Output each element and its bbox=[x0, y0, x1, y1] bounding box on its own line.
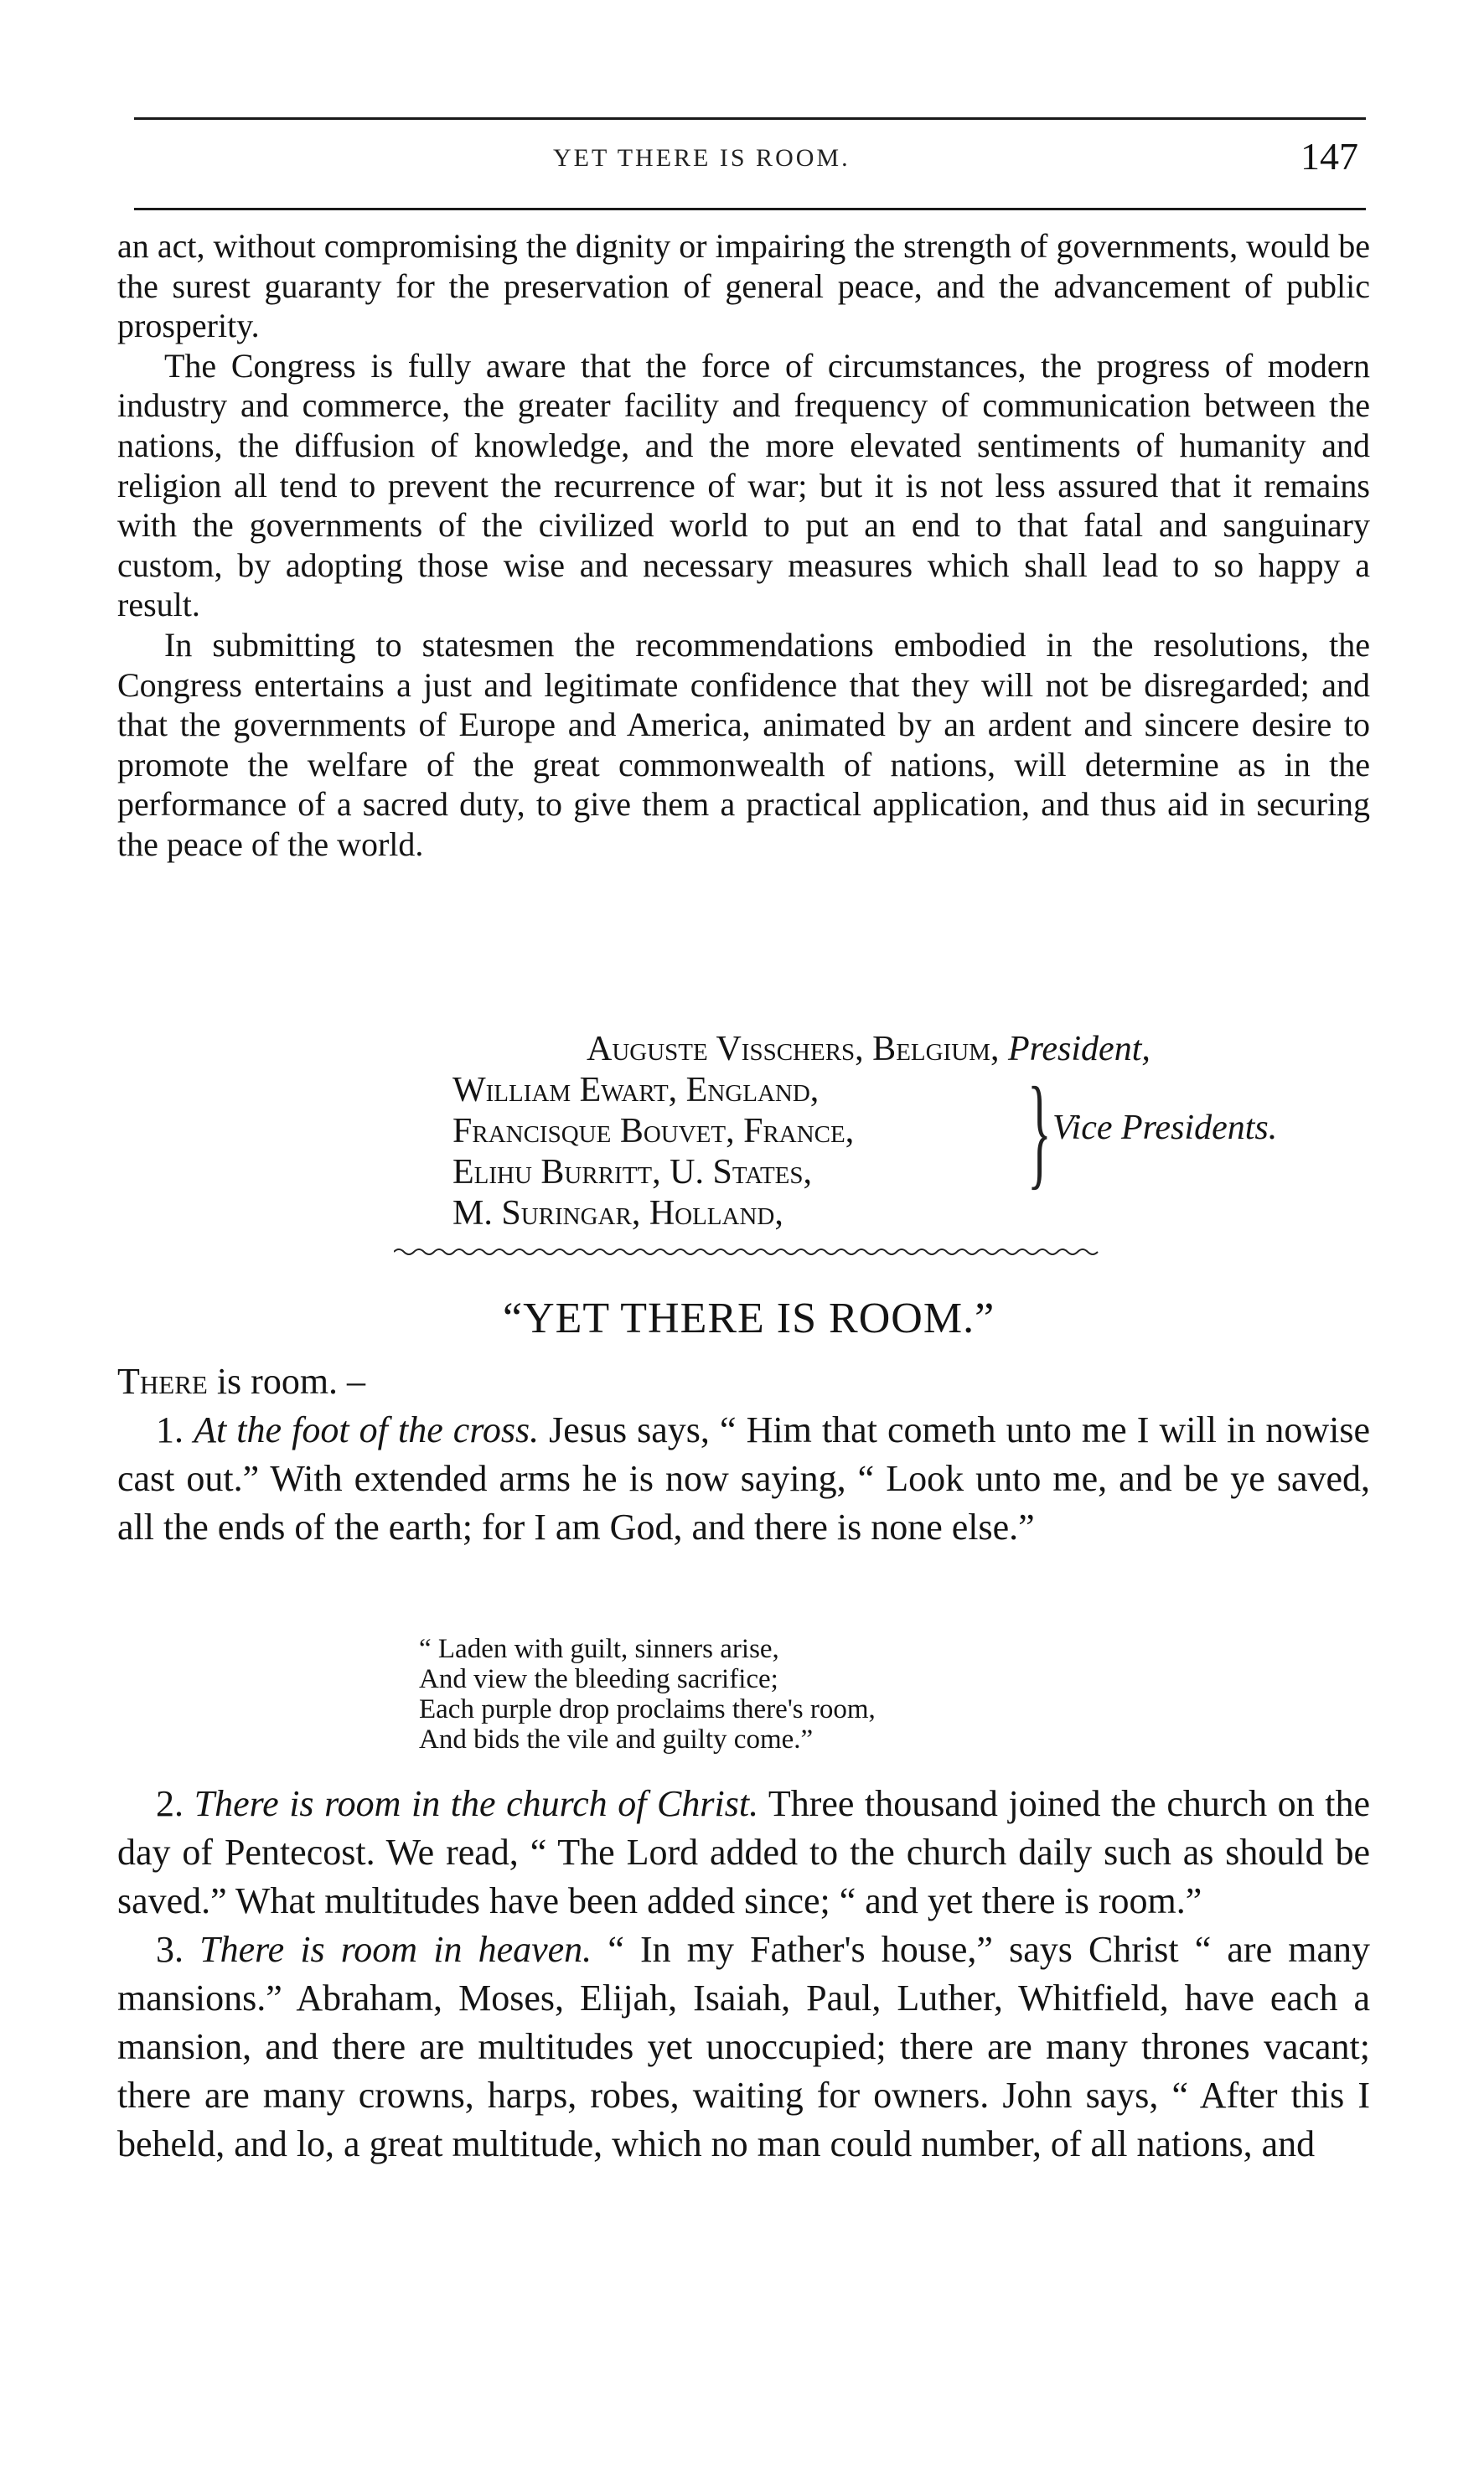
running-title: YET THERE IS ROOM. bbox=[553, 144, 851, 172]
page-number: 147 bbox=[1300, 135, 1358, 178]
item-1 bbox=[117, 1406, 1370, 1552]
poem-line-4: And bids the vile and guilty come.” bbox=[419, 1724, 814, 1755]
item-2-heading: There is room in the church of Christ. bbox=[194, 1783, 759, 1824]
intro-lead: There bbox=[117, 1361, 208, 1402]
signature-president bbox=[587, 1029, 1150, 1070]
section-title: “YET THERE IS ROOM.” bbox=[503, 1295, 995, 1342]
vice-presidents-label: Vice Presidents. bbox=[1052, 1109, 1278, 1147]
signature-vice-4: M. Suringar, Holland, bbox=[452, 1194, 783, 1233]
wavy-divider bbox=[394, 1245, 1106, 1259]
item-2 bbox=[117, 1780, 1370, 1926]
intro-rest: is room. – bbox=[207, 1361, 366, 1402]
signature-vice-2: Francisque Bouvet, France, bbox=[452, 1112, 855, 1150]
item-2-number: 2. bbox=[156, 1783, 184, 1824]
section-intro-and-item1 bbox=[117, 1357, 1370, 1552]
item-2-text: Three thousand joined the church on the day of Pentecost. We read, “ The Lord added to the church daily such as should be saved.” What multitudes have been added since; “ and yet there is room.” bbox=[117, 1783, 1370, 1921]
president-role: President, bbox=[1007, 1030, 1150, 1068]
poem-line-3: Each purple drop proclaims there's room, bbox=[419, 1694, 876, 1724]
intro-line bbox=[117, 1357, 1370, 1406]
item-3-text: “ In my Father's house,” says Christ “ are many mansions.” Abraham, Moses, Elijah, Isaiah, Paul, Luther, Whitfield, have each a mansion, and there are multitudes yet unoccupied; there are many thrones vacant; there are many crowns, harps, robes, waiting for owners. John says, “ After this I beheld, and lo, a great multitude, which no man could number, of all nations, and bbox=[117, 1929, 1371, 2164]
item-3 bbox=[117, 1926, 1370, 2169]
hymn-quotation bbox=[419, 1634, 876, 1755]
item-1-number: 1. bbox=[156, 1409, 184, 1450]
section-items-2-3 bbox=[117, 1780, 1370, 2169]
item-1-text: Jesus says, “ Him that cometh unto me I will in nowise cast out.” With extended arms he is now saying, “ Look unto me, and be ye saved, all the ends of the earth; for I am God, and there is none else.” bbox=[117, 1409, 1370, 1548]
signature-vice-3: Elihu Burritt, U. States, bbox=[452, 1153, 813, 1192]
brace-icon: } bbox=[1027, 1062, 1052, 1201]
item-3-heading: There is room in heaven. bbox=[199, 1929, 592, 1970]
signature-vice-1: William Ewart, England, bbox=[452, 1071, 820, 1109]
item-3-number: 3. bbox=[156, 1929, 184, 1970]
congress-address-text bbox=[117, 226, 1370, 865]
paragraph-submitting: In submitting to statesmen the recommendations embodied in the resolutions, the Congress entertains a just and legitimate confidence that they will not be disregarded; and that the governments of Europe and America, animated by an ardent and sincere desire to promote the welfare of the great commonwealth of nations, will determine as in the performance of a sacred duty, to give them a practical application, and thus aid in securing the peace of the world. bbox=[117, 625, 1370, 863]
header-rule-top bbox=[134, 117, 1366, 120]
header-rule-bottom bbox=[134, 208, 1366, 210]
paragraph-congress-aware: The Congress is fully aware that the force of circumstances, the progress of modern industry and commerce, the greater facility and frequency of communication between the nations, the diffusion of knowledge, and the more elevated sentiments of humanity and religion all tend to prevent the recurrence of war; but it is not less assured that it remains with the governments of the civilized world to put an end to that fatal and sanguinary custom, by adopting those wise and necessary measures which shall lead to so happy a result. bbox=[117, 346, 1370, 624]
poem-line-2: And view the bleeding sacrifice; bbox=[419, 1664, 778, 1694]
poem-line-1: “ Laden with guilt, sinners arise, bbox=[419, 1634, 779, 1664]
president-name: Auguste Visschers, Belgium, bbox=[587, 1030, 1000, 1068]
paragraph-continuation: an act, without compromising the dignity or impairing the strength of governments, would be the surest guaranty for the preservation of general peace, and the advancement of public prosperity. bbox=[117, 227, 1370, 345]
item-1-heading: At the foot of the cross. bbox=[194, 1409, 540, 1450]
